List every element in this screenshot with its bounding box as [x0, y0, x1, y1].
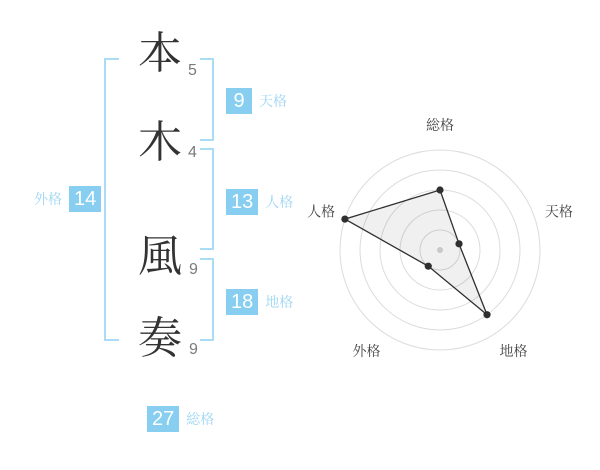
radar-center-dot	[437, 247, 443, 253]
chikaku-value-badge: 18	[226, 289, 258, 315]
tenkaku-value-badge: 9	[226, 88, 252, 114]
chikaku-row	[226, 289, 293, 315]
name-character-4: 奏	[138, 314, 182, 363]
radar-data-point	[425, 263, 432, 270]
stroke-count-2: 4	[188, 144, 197, 161]
soukaku-label: 総格	[186, 411, 215, 427]
jinkaku-label: 人格	[265, 194, 294, 210]
radar-axis-label: 地格	[499, 343, 528, 360]
chikaku-label: 地格	[265, 294, 294, 310]
tenkaku-label: 天格	[259, 93, 287, 109]
radar-chart	[290, 105, 590, 395]
radar-axis-label: 人格	[307, 203, 336, 220]
jinkaku-bracket	[200, 148, 214, 250]
gaikaku-value-badge: 14	[69, 186, 101, 212]
stroke-count-3: 9	[189, 261, 198, 278]
tenkaku-bracket	[200, 58, 214, 141]
name-character-3: 風	[138, 232, 182, 281]
radar-data-point	[341, 215, 348, 222]
gaikaku-row	[34, 186, 101, 212]
soukaku-row	[147, 406, 214, 432]
chikaku-bracket	[200, 258, 214, 341]
name-character-1: 本	[138, 29, 182, 78]
name-character-2: 木	[138, 118, 182, 167]
jinkaku-value-badge: 13	[226, 189, 258, 215]
soukaku-value-badge: 27	[147, 406, 179, 432]
tenkaku-row	[226, 88, 287, 114]
stroke-count-4: 9	[189, 341, 198, 358]
gaikaku-label: 外格	[34, 191, 62, 207]
radar-data-point	[455, 240, 462, 247]
radar-axis-label: 総格	[426, 117, 454, 133]
radar-axis-label: 外格	[352, 343, 381, 360]
radar-data-point	[483, 311, 490, 318]
jinkaku-row	[226, 189, 293, 215]
gaikaku-bracket	[104, 58, 119, 341]
radar-data-polygon	[345, 190, 487, 315]
radar-axis-label: 天格	[544, 203, 573, 220]
radar-data-point	[436, 186, 443, 193]
stroke-count-1: 5	[188, 62, 197, 79]
